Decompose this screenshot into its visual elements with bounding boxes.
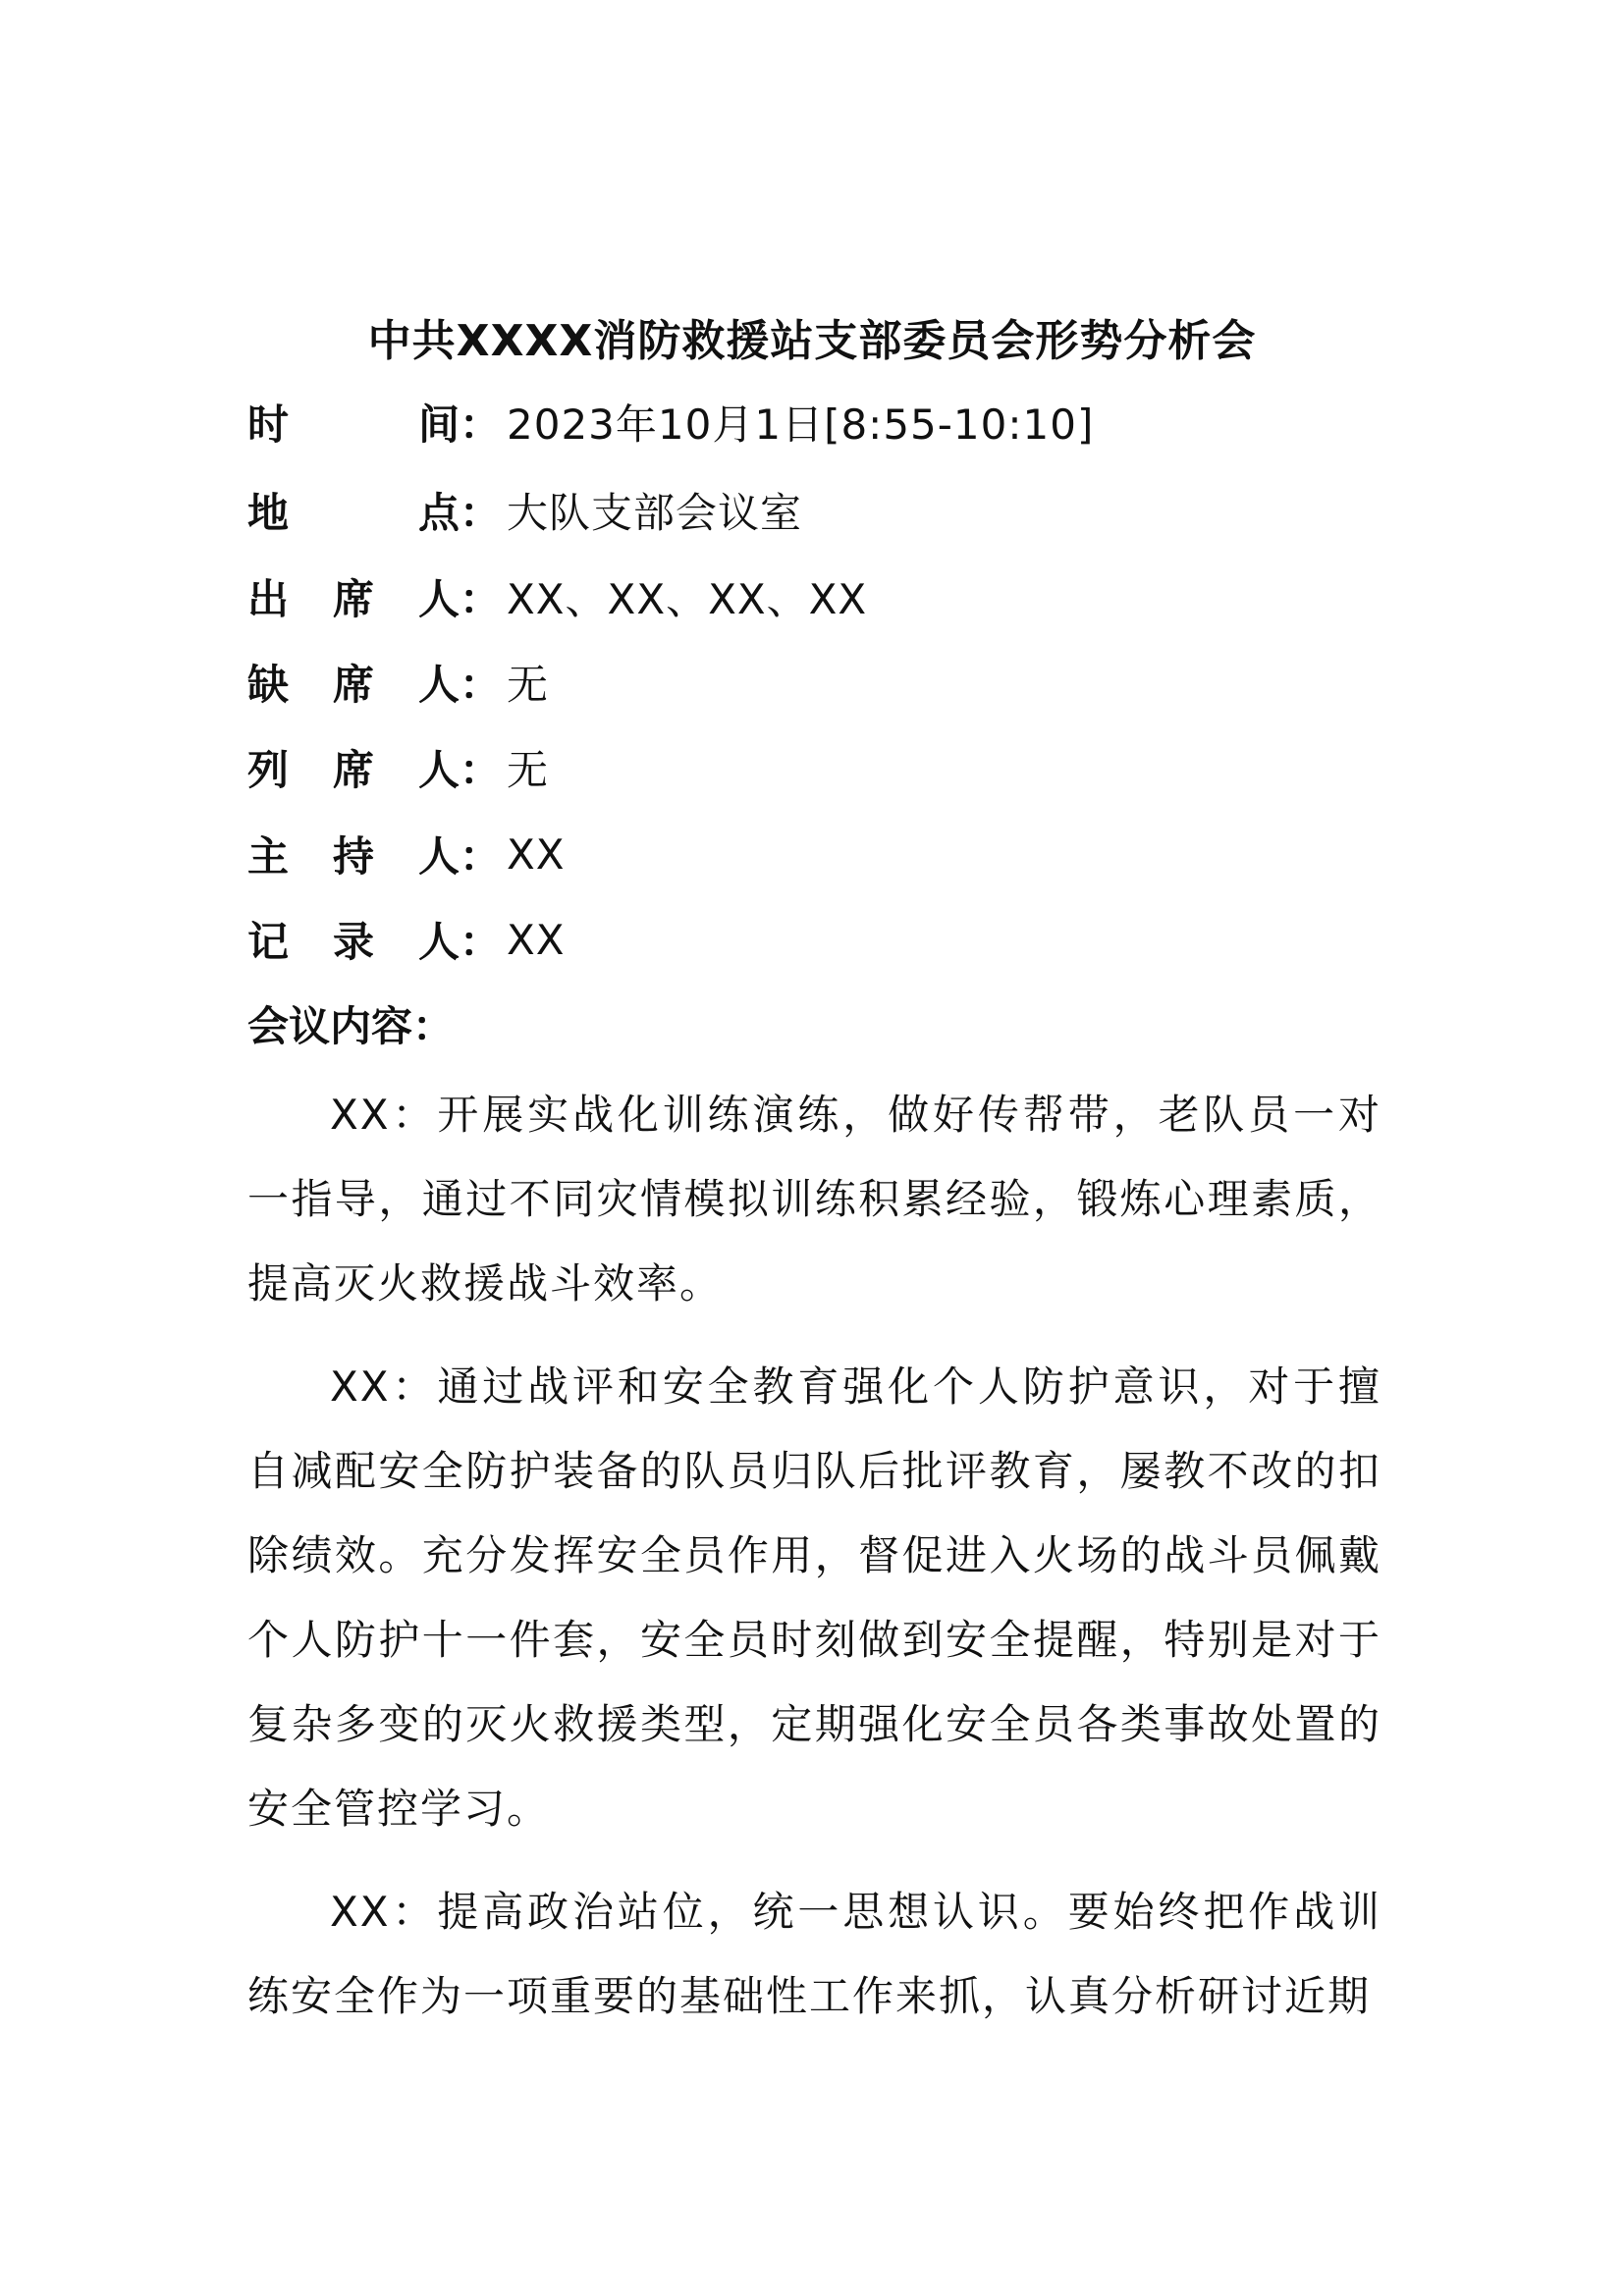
document-title: 中共XXXX消防救援站支部委员会形势分析会 bbox=[367, 316, 1257, 366]
meta-label-observers: 列席人 bbox=[247, 746, 460, 794]
meta-colon: ： bbox=[460, 832, 502, 881]
meta-value-observers: 无 bbox=[507, 746, 550, 794]
section-heading: 会议内容： bbox=[247, 1002, 455, 1050]
meta-row-time bbox=[247, 393, 1094, 452]
meta-colon: ： bbox=[460, 575, 502, 623]
meta-row-attendees bbox=[247, 567, 867, 626]
meta-colon: ： bbox=[460, 746, 502, 794]
paragraph: XX：开展实战化训练演练，做好传帮带，老队员一对一指导，通过不同灾情模拟训练积累经验，锻炼心理素质，提高灭火救援战斗效率。 bbox=[247, 1091, 1381, 1308]
meta-label-location: 地点 bbox=[247, 489, 460, 537]
meta-label-attendees: 出席人 bbox=[247, 575, 460, 623]
paragraph: XX：通过战评和安全教育强化个人防护意识，对于擅自减配安全防护装备的队员归队后批评教育，屡教不改的扣除绩效。充分发挥安全员作用，督促进入火场的战斗员佩戴个人防护十一件套，安全员时刻做到安全提醒，特别是对于复杂多变的灭火救援类型，定期强化安全员各类事故处置的安全管控学习。 bbox=[247, 1362, 1381, 1833]
meta-colon: ： bbox=[460, 489, 502, 537]
meta-label-host: 主持人 bbox=[247, 832, 460, 881]
meta-colon: ： bbox=[460, 400, 502, 449]
meta-value-time: 2023年10月1日[8:55-10:10] bbox=[507, 400, 1095, 449]
meta-row-recorder bbox=[247, 910, 566, 969]
meta-colon: ： bbox=[460, 918, 502, 966]
meta-row-absentees bbox=[247, 653, 549, 712]
meta-value-absentees: 无 bbox=[507, 661, 550, 709]
paragraph: XX：提高政治站位，统一思想认识。要始终把作战训练安全作为一项重要的基础性工作来抓，认真分析研讨近期 bbox=[247, 1888, 1381, 2020]
meta-colon: ： bbox=[460, 661, 502, 709]
meta-value-attendees: XX、XX、XX、XX bbox=[507, 575, 868, 623]
meta-value-location: 大队支部会议室 bbox=[507, 489, 803, 537]
meta-label-time: 时间 bbox=[247, 400, 460, 449]
meta-row-location bbox=[247, 481, 802, 540]
meta-row-observers bbox=[247, 738, 549, 797]
meta-label-absentees: 缺席人 bbox=[247, 661, 460, 709]
meta-row-host bbox=[247, 825, 566, 883]
meta-value-recorder: XX bbox=[507, 915, 566, 964]
meta-label-recorder: 记录人 bbox=[247, 918, 460, 966]
meta-value-host: XX bbox=[507, 829, 566, 879]
